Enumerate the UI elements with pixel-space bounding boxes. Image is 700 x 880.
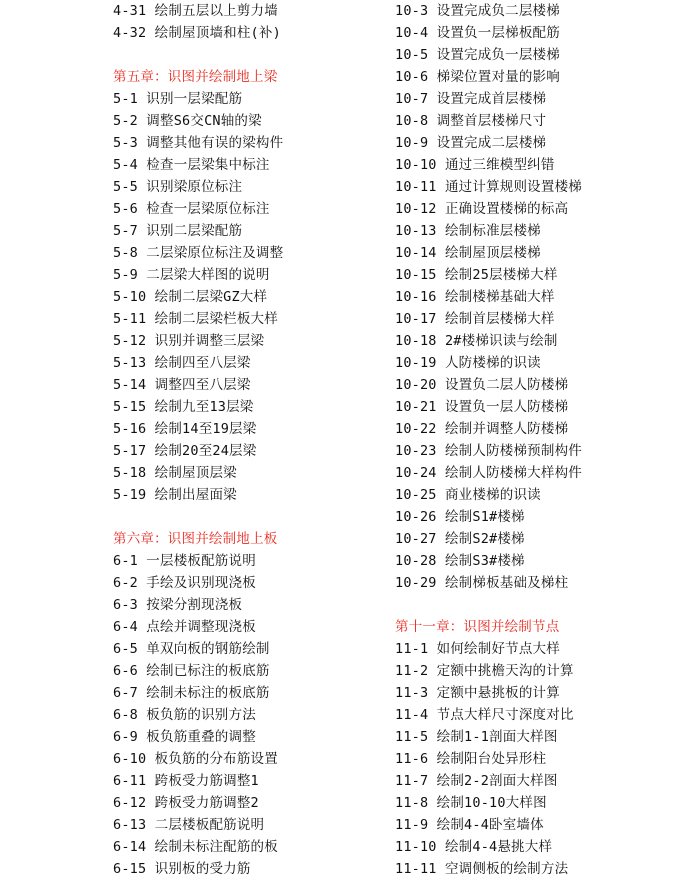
lesson-item: 6-11 跨板受力筋调整1 xyxy=(113,773,259,789)
lesson-item: 5-13 绘制四至八层梁 xyxy=(113,355,251,371)
spacer xyxy=(113,506,283,528)
lesson-item: 10-15 绘制25层楼梯大样 xyxy=(395,267,558,283)
lesson-item: 6-5 单双向板的钢筋绘制 xyxy=(113,641,270,657)
lesson-item: 5-6 检查一层梁原位标注 xyxy=(113,201,270,217)
lesson-item: 10-22 绘制并调整人防楼梯 xyxy=(395,421,569,437)
lesson-item: 5-3 调整其他有误的梁构件 xyxy=(113,135,284,151)
lesson-item: 6-10 板负筋的分布筋设置 xyxy=(113,751,278,767)
lesson-item: 10-25 商业楼梯的识读 xyxy=(395,487,541,503)
outline-left-column xyxy=(113,0,283,880)
lesson-item: 4-32 绘制屋顶墙和柱(补) xyxy=(113,25,281,41)
lesson-item: 5-11 绘制二层梁栏板大样 xyxy=(113,311,278,327)
lesson-item: 6-12 跨板受力筋调整2 xyxy=(113,795,259,811)
lesson-item: 10-11 通过计算规则设置楼梯 xyxy=(395,179,582,195)
lesson-item: 10-12 正确设置楼梯的标高 xyxy=(395,201,569,217)
lesson-item: 5-1 识别一层梁配筋 xyxy=(113,91,243,107)
lesson-item: 10-27 绘制S2#楼梯 xyxy=(395,531,525,547)
lesson-item: 11-7 绘制2-2剖面大样图 xyxy=(395,773,558,789)
lesson-item: 11-11 空调侧板的绘制方法 xyxy=(395,861,569,877)
lesson-item: 5-10 绘制二层梁GZ大样 xyxy=(113,289,268,305)
lesson-item: 10-21 设置负一层人防楼梯 xyxy=(395,399,569,415)
chapter-heading: 第十一章：识图并绘制节点 xyxy=(395,619,560,635)
lesson-item: 6-3 按梁分割现浇板 xyxy=(113,597,243,613)
spacer xyxy=(113,44,283,66)
lesson-item: 6-7 绘制未标注的板底筋 xyxy=(113,685,270,701)
lesson-item: 10-20 设置负二层人防楼梯 xyxy=(395,377,569,393)
lesson-item: 11-10 绘制4-4悬挑大样 xyxy=(395,839,553,855)
lesson-item: 11-1 如何绘制好节点大样 xyxy=(395,641,560,657)
lesson-item: 11-2 定额中挑檐天沟的计算 xyxy=(395,663,574,679)
lesson-item: 5-15 绘制九至13层梁 xyxy=(113,399,254,415)
lesson-item: 10-14 绘制屋顶层楼梯 xyxy=(395,245,541,261)
lesson-item: 5-12 识别并调整三层梁 xyxy=(113,333,265,349)
lesson-item: 11-8 绘制10-10大样图 xyxy=(395,795,547,811)
lesson-item: 10-28 绘制S3#楼梯 xyxy=(395,553,525,569)
lesson-item: 6-9 板负筋重叠的调整 xyxy=(113,729,256,745)
lesson-item: 5-9 二层梁大样图的说明 xyxy=(113,267,270,283)
lesson-item: 11-9 绘制4-4卧室墙体 xyxy=(395,817,544,833)
lesson-item: 5-4 检查一层梁集中标注 xyxy=(113,157,270,173)
lesson-item: 10-6 梯梁位置对量的影响 xyxy=(395,69,560,85)
lesson-item: 10-10 通过三维模型纠错 xyxy=(395,157,555,173)
lesson-item: 11-6 绘制阳台处异形柱 xyxy=(395,751,547,767)
lesson-item: 10-29 绘制梯板基础及梯柱 xyxy=(395,575,569,591)
lesson-item: 10-7 设置完成首层楼梯 xyxy=(395,91,547,107)
lesson-item: 5-16 绘制14至19层梁 xyxy=(113,421,257,437)
chapter-heading: 第五章：识图并绘制地上梁 xyxy=(113,69,278,85)
lesson-item: 5-7 识别二层梁配筋 xyxy=(113,223,243,239)
lesson-item: 10-17 绘制首层楼梯大样 xyxy=(395,311,555,327)
lesson-item: 10-5 设置完成负一层楼梯 xyxy=(395,47,560,63)
lesson-item: 11-5 绘制1-1剖面大样图 xyxy=(395,729,558,745)
lesson-item: 5-8 二层梁原位标注及调整 xyxy=(113,245,284,261)
lesson-item: 5-14 调整四至八层梁 xyxy=(113,377,251,393)
lesson-item: 10-19 人防楼梯的识读 xyxy=(395,355,541,371)
lesson-item: 6-1 一层楼板配筋说明 xyxy=(113,553,256,569)
spacer xyxy=(395,594,582,616)
lesson-item: 4-31 绘制五层以上剪力墙 xyxy=(113,3,278,19)
lesson-item: 10-18 2#楼梯识读与绘制 xyxy=(395,333,558,349)
lesson-item: 6-4 点绘并调整现浇板 xyxy=(113,619,256,635)
lesson-item: 6-13 二层楼板配筋说明 xyxy=(113,817,265,833)
lesson-item: 6-14 绘制未标注配筋的板 xyxy=(113,839,278,855)
lesson-item: 10-4 设置负一层梯板配筋 xyxy=(395,25,560,41)
lesson-item: 5-2 调整S6交CN轴的梁 xyxy=(113,113,262,129)
chapter-heading: 第六章：识图并绘制地上板 xyxy=(113,531,278,547)
lesson-item: 10-8 调整首层楼梯尺寸 xyxy=(395,113,547,129)
lesson-item: 10-9 设置完成二层楼梯 xyxy=(395,135,547,151)
lesson-item: 10-3 设置完成负二层楼梯 xyxy=(395,3,560,19)
lesson-item: 10-16 绘制楼梯基础大样 xyxy=(395,289,555,305)
lesson-item: 5-17 绘制20至24层梁 xyxy=(113,443,257,459)
lesson-item: 6-8 板负筋的识别方法 xyxy=(113,707,256,723)
lesson-item: 10-24 绘制人防楼梯大样构件 xyxy=(395,465,582,481)
lesson-item: 11-3 定额中悬挑板的计算 xyxy=(395,685,560,701)
lesson-item: 10-26 绘制S1#楼梯 xyxy=(395,509,525,525)
lesson-item: 5-5 识别梁原位标注 xyxy=(113,179,243,195)
lesson-item: 6-2 手绘及识别现浇板 xyxy=(113,575,256,591)
outline-right-column xyxy=(395,0,582,880)
lesson-item: 6-15 识别板的受力筋 xyxy=(113,861,251,877)
lesson-item: 11-4 节点大样尺寸深度对比 xyxy=(395,707,574,723)
lesson-item: 10-23 绘制人防楼梯预制构件 xyxy=(395,443,582,459)
lesson-item: 5-19 绘制出屋面梁 xyxy=(113,487,237,503)
lesson-item: 6-6 绘制已标注的板底筋 xyxy=(113,663,270,679)
lesson-item: 10-13 绘制标准层楼梯 xyxy=(395,223,541,239)
lesson-item: 5-18 绘制屋顶层梁 xyxy=(113,465,237,481)
